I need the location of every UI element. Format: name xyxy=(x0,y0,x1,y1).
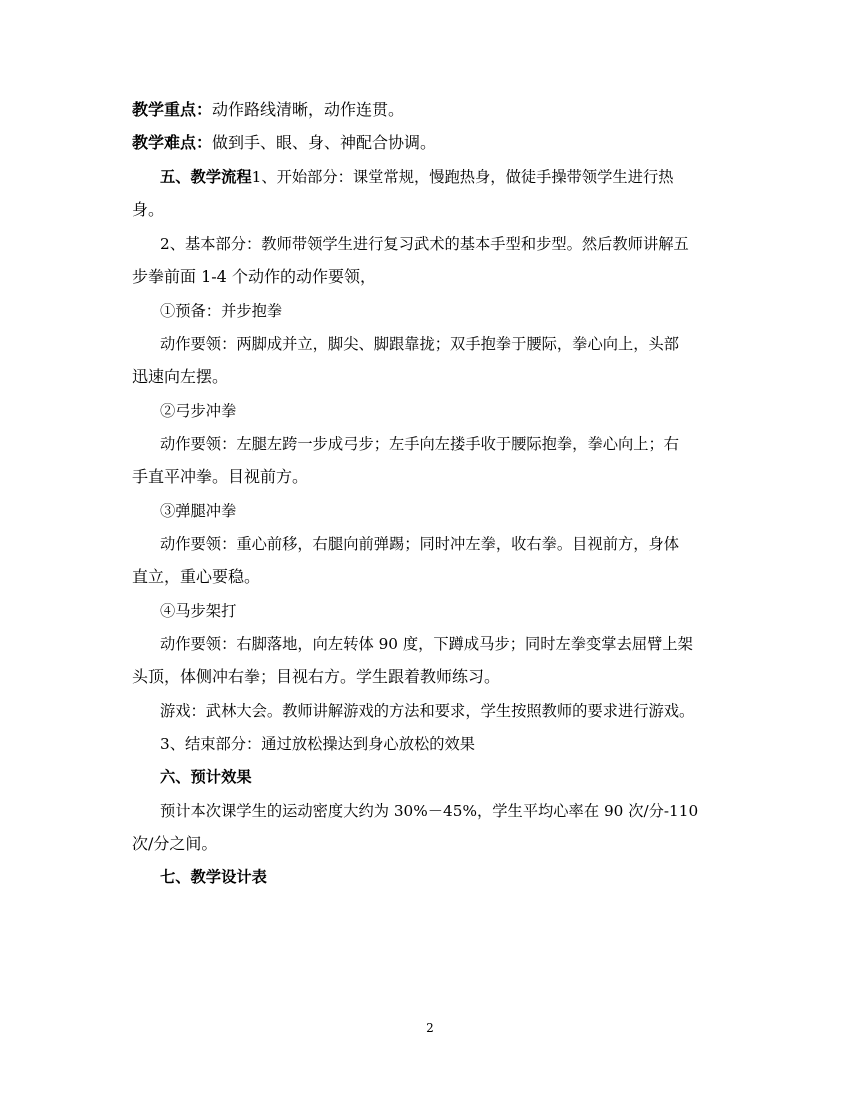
section5-heading: 五、教学流程 xyxy=(160,168,252,186)
section7-heading: 七、教学设计表 xyxy=(160,868,267,886)
move4-title: ④马步架打 xyxy=(160,602,237,620)
move3-title: ③弹腿冲拳 xyxy=(160,502,237,520)
section6-line2: 次/分之间。 xyxy=(132,834,218,853)
key-points-line xyxy=(132,100,742,120)
section5-line2: 身。 xyxy=(132,200,165,219)
section5-line1 xyxy=(160,167,770,187)
move3-line1: 动作要领：重心前移，右腿向前弹踢；同时冲左拳，收右拳。目视前方，身体 xyxy=(160,535,680,553)
move2-line2: 手直平冲拳。目视前方。 xyxy=(132,467,309,486)
difficulty-line xyxy=(132,133,742,153)
basic-part-line1: 2、基本部分：教师带领学生进行复习武术的基本手型和步型。然后教师讲解五 xyxy=(160,235,689,253)
difficulty-label: 教学难点： xyxy=(132,133,213,152)
ending-line: 3、结束部分：通过放松操达到身心放松的效果 xyxy=(160,735,476,753)
move1-line1: 动作要领：两脚成并立，脚尖、脚跟靠拢；双手抱拳于腰际，拳心向上，头部 xyxy=(160,335,680,353)
section6-line1: 预计本次课学生的运动密度大约为 30%－45%，学生平均心率在 90 次/分-110 xyxy=(160,802,699,820)
page-number: 2 xyxy=(426,1021,434,1035)
move2-line1: 动作要领：左腿左跨一步成弓步；左手向左搂手收于腰际抱拳，拳心向上；右 xyxy=(160,435,680,453)
section5-text1: 1、开始部分：课堂常规，慢跑热身，做徒手操带领学生进行热 xyxy=(251,168,674,186)
move4-line1: 动作要领：右脚落地，向左转体 90 度，下蹲成马步；同时左拳变掌去屈臂上架 xyxy=(160,635,693,653)
move2-title: ②弓步冲拳 xyxy=(160,402,237,420)
move1-line2: 迅速向左摆。 xyxy=(132,367,229,386)
move3-line2: 直立，重心要稳。 xyxy=(132,567,261,586)
difficulty-text: 做到手、眼、身、神配合协调。 xyxy=(212,133,437,152)
basic-part-line2: 步拳前面 1-4 个动作的动作要领， xyxy=(132,267,376,286)
key-points-label: 教学重点： xyxy=(132,100,213,119)
section6-heading: 六、预计效果 xyxy=(160,768,252,786)
key-points-text: 动作路线清晰，动作连贯。 xyxy=(212,100,405,119)
game-line: 游戏：武林大会。教师讲解游戏的方法和要求，学生按照教师的要求进行游戏。 xyxy=(160,702,695,720)
move1-title: ①预备：并步抱拳 xyxy=(160,302,283,320)
move4-line2: 头顶，体侧冲右拳；目视右方。学生跟着教师练习。 xyxy=(132,667,501,686)
